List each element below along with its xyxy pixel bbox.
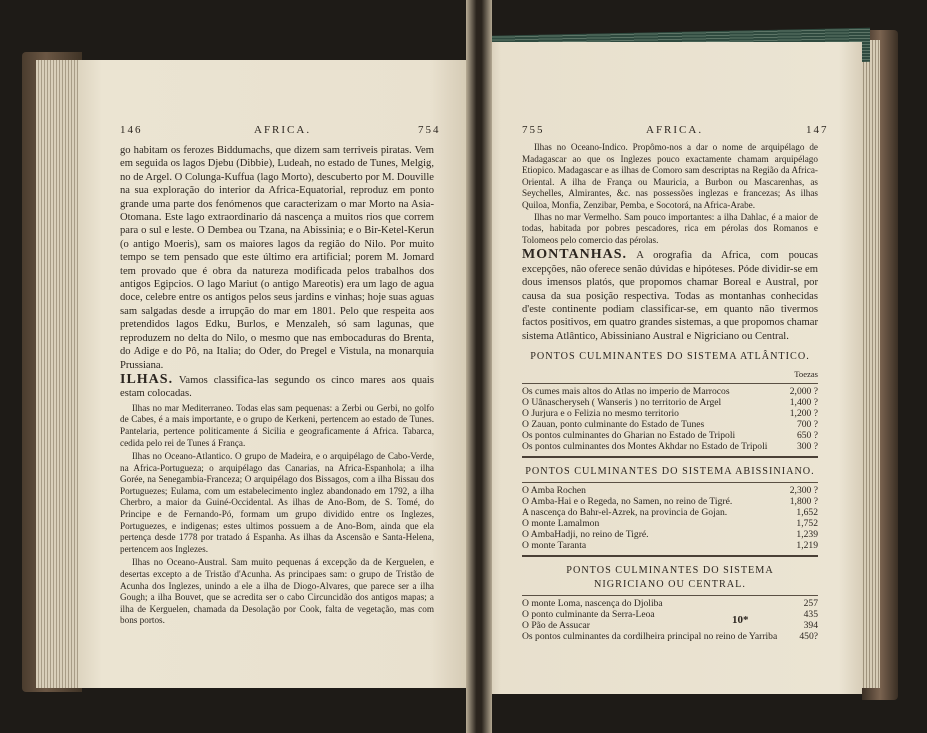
peak-height: 650 ? bbox=[796, 430, 818, 441]
peak-name: Os cumes mais altos do Atlas no imperio de Marrocos bbox=[522, 386, 730, 397]
abyssinian-peaks-table bbox=[522, 485, 818, 551]
peak-height: 435 bbox=[803, 609, 818, 621]
peak-height: 1,200 ? bbox=[789, 408, 818, 419]
peak-height: 1,219 bbox=[796, 540, 818, 552]
indian-islands-paragraph: Ilhas no Oceano-Indico. Propômo-nos a dar o nome de arquipélago de Madagascar ao que os Inglezes pouco exactamente chamam arquipélago Etiopico. Madagascar e as ilhas de Comoro sam descriptas na Região da Africa-Oriental. A ilha de França ou Mauricia, a Burbon ou Mascarenhas, as Seychelles, Almirantes, &c. nas possessões inglezas e francezas; As ilhas Quiloa, Monfia, Zenzibar, Pemba, e Socotorá, na Africa-Arabe. bbox=[522, 142, 818, 210]
peak-name: O Jurjura e o Felizia no mesmo territorio bbox=[522, 408, 679, 419]
table-row bbox=[522, 386, 818, 397]
divider bbox=[522, 555, 818, 557]
peak-name: O Uânascheryseh ( Wanseris ) no territorio de Argel bbox=[522, 397, 722, 408]
montanhas-text: A orografia da Africa, com poucas excepções, não oferece senão dúvidas e hipóteses. Póde dividir-se em dous imensos platós, que propomos chamar Boreal e Austral, por causa da sua posição respectiva. Todas as montanhas conhecidas d'este continente podiam classificar-se, em quanto não tivermos factos positivos, em quatro grandes sistemas, a que propomos chamar sistema Atlântico, Abissiniano Austral e Nigriciano ou Central. bbox=[522, 250, 818, 342]
peak-name: O Amba-Hai e o Regeda, no Samen, no reino de Tigré. bbox=[522, 496, 733, 508]
peak-height: 700 ? bbox=[796, 419, 818, 430]
right-column-number: 755 bbox=[522, 124, 545, 136]
nigritian-section-subtitle: NIGRICIANO OU CENTRAL. bbox=[594, 578, 746, 590]
nigritian-peaks-table bbox=[522, 598, 818, 642]
left-page bbox=[78, 60, 478, 688]
unit-label: Toezas bbox=[794, 368, 818, 379]
divider bbox=[522, 383, 818, 384]
atlantic-section-title: PONTOS CULMINANTES DO SISTEMA ATLÂNTICO. bbox=[530, 351, 810, 363]
lakes-paragraph: go habitam os ferozes Biddumachs, que dizem sam terriveis piratas. Vem em seguida os lagos Djebu (Dibbie), Ludeah, no estado de Tunes, Melgig, no de Argel. O Colunga-Kuffua (lago Morto), descuberto por M. Douville na sua exploração do interior da Africa-Equatorial, reproduz em ponto grande uma parte dos fenómenos que caracterizam o mar Morto na Asia-Otomana. Este lago extraordinario dá nascença a muitos rios que correm para o sul e leste. O Dembea ou Tzana, na Abissinia; e o Bir-Ketel-Kerun (o antigo Moeris), sam os maiores lagos da região do Nilo. Por muito tempo se tem pensado que este último era artificial; porem M. Jomard tem provado que é obra da natureza modificada pelos trabalhos dos antigos Egipcios. O lago Mariut (o antigo Mareotis) era um lago de agua doce, celebre entre os antigos pelos seus jardins e vinhas; hoje suas aguas sam salgadas desde a irrupção do mar em 1801. Pelo que respeita aos pretendidos lagos Edku, Burlos, e Menzaleh, só sam lagunas, que reproduzem no delta do Nilo, o mesmo que nas embocaduras do Brenta, do Adige e do Pô, na Italia; do Oder, do Pregel e Vistula, na monarquia Prussiana. bbox=[120, 145, 434, 371]
peak-height: 2,300 ? bbox=[789, 485, 818, 497]
table-row bbox=[522, 441, 818, 452]
montanhas-paragraph bbox=[522, 248, 818, 343]
left-running-title: AFRICA. bbox=[254, 124, 312, 136]
right-running-title: AFRICA. bbox=[646, 124, 704, 136]
peak-height: 394 bbox=[803, 620, 818, 632]
peak-name: O monte Loma, nascença do Djoliba bbox=[522, 598, 663, 610]
peak-height: 1,800 ? bbox=[789, 496, 818, 508]
peak-height: 2,000 ? bbox=[789, 386, 818, 397]
peak-height: 300 ? bbox=[796, 441, 818, 452]
table-row bbox=[522, 518, 818, 529]
montanhas-heading: MONTANHAS. bbox=[522, 247, 628, 263]
table-row bbox=[522, 496, 818, 507]
peak-height: 1,400 ? bbox=[789, 397, 818, 408]
divider bbox=[522, 482, 818, 483]
peak-name: O AmbaHadji, no reino de Tigré. bbox=[522, 529, 649, 541]
mediterranean-paragraph: Ilhas no mar Mediterraneo. Todas elas sam pequenas: a Zerbi ou Gerbi, no golfo de Cabes, é a mais importante, e o grupo de Kerkeni, pertencem ao estado de Tunes. Pantelaria, pertence politicamente á Sicilia e geograficamente á Africa. Tabarca, cedida pelo rei de Tunes á França. bbox=[120, 402, 434, 448]
peak-name: A nascença do Bahr-el-Azrek, na provincia de Gojan. bbox=[522, 507, 728, 519]
right-page bbox=[478, 42, 862, 694]
ilhas-heading: ILHAS. bbox=[120, 371, 174, 387]
peak-height: 257 bbox=[803, 598, 818, 610]
signature-mark: 10* bbox=[732, 614, 749, 626]
table-row bbox=[522, 507, 818, 518]
peak-name: O Zauan, ponto culminante do Estado de Tunes bbox=[522, 419, 705, 430]
nigritian-section-title: PONTOS CULMINANTES DO SISTEMA bbox=[566, 565, 774, 577]
table-row bbox=[522, 631, 818, 642]
peak-name: Os pontos culminantes da cordilheira principal no reino de Yarriba bbox=[522, 631, 778, 643]
book-gutter bbox=[466, 0, 492, 733]
atlantic-peaks-table bbox=[522, 386, 818, 452]
table-row bbox=[522, 397, 818, 408]
table-row bbox=[522, 408, 818, 419]
atlantic-islands-paragraph: Ilhas no Oceano-Atlantico. O grupo de Madeira, e o arquipélago de Cabo-Verde, na Africa-Portugueza; o arquipélago das Canarias, na Africa-Espanhola; a ilha Gorée, na Senegambia-Franceza; O arquipélago dos Bissagos, com a ilha Bissau dos Portuguezes; Eulama, com um estabelecimento inglez abandonado em 1792, a ilha Cherbro, a maior da Guiné-Occidental. As ilhas de Ano-Bom, de S. Tomé, do Principe e de Fernando-Pó, formam um grupo dividido entre os Inglezes, Portuguezes, e indigenas; estes ultimos possuem a de Ano-Bom, ainda que ela pertença desde 1778 por tratado á Espanha. As ilhas da Ascensão e Santa-Helena, pertencem aos Inglezes. bbox=[120, 451, 434, 554]
table-row bbox=[522, 598, 818, 609]
abyssinian-section-title: PONTOS CULMINANTES DO SISTEMA ABISSINIANO. bbox=[525, 466, 815, 477]
peak-height: 1,239 bbox=[796, 529, 818, 541]
table-row bbox=[522, 609, 818, 620]
table-row bbox=[522, 529, 818, 540]
table-row bbox=[522, 419, 818, 430]
left-text-block bbox=[120, 144, 434, 627]
right-text-block bbox=[522, 142, 818, 642]
divider bbox=[522, 456, 818, 458]
table-row bbox=[522, 540, 818, 551]
austral-islands-paragraph: Ilhas no Oceano-Austral. Sam muito pequenas á excepção da de Kerguelen, e desertas excepto a de Tristão d'Acunha. As principaes sam: o grupo de Tristão de Acunha dos Inglezes, unindo a ele a ilha de Diogo-Alvares, que parece ser a ilha Gough; a ilha Bouvet, que se acredita ser o cabo Circuncidão dos antigos mapas; a ilha de Kerguelen, chamada da Desolação por Cook, falta de vegetação, mas com bons portos. bbox=[120, 557, 434, 626]
left-page-number: 146 bbox=[120, 124, 143, 136]
page-edges-left bbox=[36, 60, 80, 688]
peak-name: O monte Taranta bbox=[522, 540, 587, 552]
divider bbox=[522, 595, 818, 596]
peak-height: 450? bbox=[799, 631, 818, 643]
red-sea-islands-paragraph: Ilhas no mar Vermelho. Sam pouco importantes: a ilha Dahlac, é a maior de todas, habitada por pobres pescadores, rica em pérolas dos Romanos e Tolomeos pelo comercio das pérolas. bbox=[522, 211, 818, 245]
right-page-number: 147 bbox=[806, 124, 829, 136]
ilhas-intro: Vamos classifica-las segundo os cinco mares aos quais estam colocadas. bbox=[120, 374, 434, 400]
peak-height: 1,752 bbox=[796, 518, 818, 530]
peak-name: O Pão de Assucar bbox=[522, 620, 590, 632]
left-column-number: 754 bbox=[418, 124, 441, 136]
peak-name: Os pontos culminantes dos Montes Akhdar no Estado de Tripoli bbox=[522, 441, 768, 452]
table-row bbox=[522, 430, 818, 441]
peak-name: O Amba Rochen bbox=[522, 485, 586, 497]
table-row bbox=[522, 485, 818, 496]
peak-height: 1,652 bbox=[796, 507, 818, 519]
table-row bbox=[522, 620, 818, 631]
ilhas-paragraph bbox=[120, 373, 434, 401]
peak-name: O monte Lamalmon bbox=[522, 518, 600, 530]
peak-name: Os pontos culminantes do Gharian no Estado de Tripoli bbox=[522, 430, 736, 441]
peak-name: O ponto culminante da Serra-Leoa bbox=[522, 609, 655, 621]
